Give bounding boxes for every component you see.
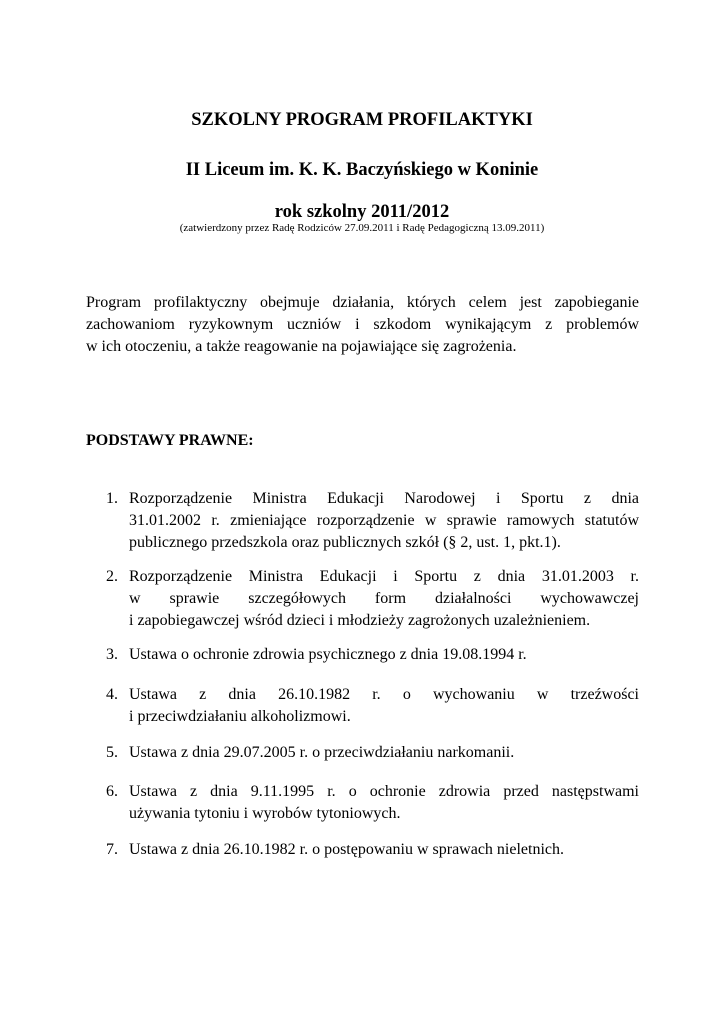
list-item-text (129, 488, 639, 554)
list-item-line: i zapobiegawczej wśród dzieci i młodzieży zagrożonych uzależnieniem. (129, 612, 591, 629)
list-item-number: 7. (106, 841, 118, 858)
intro-line: zachowaniom ryzykownym uczniów i szkodom wynikającym z problemów (86, 316, 639, 333)
list-item-line: Rozporządzenie Ministra Edukacji i Sportu z dnia 31.01.2003 r. (129, 568, 639, 585)
list-item-number: 3. (106, 646, 118, 663)
intro-line: w ich otoczeniu, a także reagowanie na pojawiające się zagrożenia. (86, 338, 517, 355)
list-item-line: używania tytoniu i wyrobów tytoniowych. (129, 805, 401, 822)
intro-paragraph (86, 292, 639, 358)
list-item-text (129, 566, 639, 632)
list-item-number: 1. (106, 490, 118, 507)
list-item-line: Ustawa z dnia 29.07.2005 r. o przeciwdziałaniu narkomanii. (129, 744, 515, 761)
list-item-text (129, 684, 639, 728)
approval-note: (zatwierdzony przez Radę Rodziców 27.09.2011 i Radę Pedagogiczną 13.09.2011) (179, 222, 545, 234)
list-item-line: Ustawa o ochronie zdrowia psychicznego z dnia 19.08.1994 r. (129, 646, 527, 663)
list-item-text (129, 781, 639, 825)
list-item-line: Ustawa z dnia 9.11.1995 r. o ochronie zdrowia przed następstwami (129, 783, 639, 800)
list-item-text (129, 742, 639, 764)
list-item-number: 4. (106, 686, 118, 703)
list-item-text (129, 644, 639, 666)
list-item-number: 5. (106, 744, 118, 761)
list-item-line: 31.01.2002 r. zmieniające rozporządzenie w sprawie ramowych statutów (129, 512, 639, 529)
list-item-line: i przeciwdziałaniu alkoholizmowi. (129, 708, 351, 725)
list-item-line: w sprawie szczegółowych form działalności wychowawczej (129, 590, 639, 607)
document-title: SZKOLNY PROGRAM PROFILAKTYKI (191, 110, 533, 130)
list-item-number: 2. (106, 568, 118, 585)
list-item-line: Ustawa z dnia 26.10.1982 r. o postępowaniu w sprawach nieletnich. (129, 841, 565, 858)
list-item-line: Rozporządzenie Ministra Edukacji Narodowej i Sportu z dnia (129, 490, 639, 507)
legal-basis-heading: PODSTAWY PRAWNE: (86, 432, 254, 449)
list-item-text (129, 839, 639, 861)
intro-line: Program profilaktyczny obejmuje działania, których celem jest zapobieganie (86, 294, 639, 311)
school-year: rok szkolny 2011/2012 (274, 202, 450, 222)
list-item-number: 6. (106, 783, 118, 800)
school-name: II Liceum im. K. K. Baczyńskiego w Koninie (185, 160, 539, 180)
list-item-line: publicznego przedszkola oraz publicznych szkół (§ 2, ust. 1, pkt.1). (129, 534, 561, 551)
list-item-line: Ustawa z dnia 26.10.1982 r. o wychowaniu w trzeźwości (129, 686, 639, 703)
